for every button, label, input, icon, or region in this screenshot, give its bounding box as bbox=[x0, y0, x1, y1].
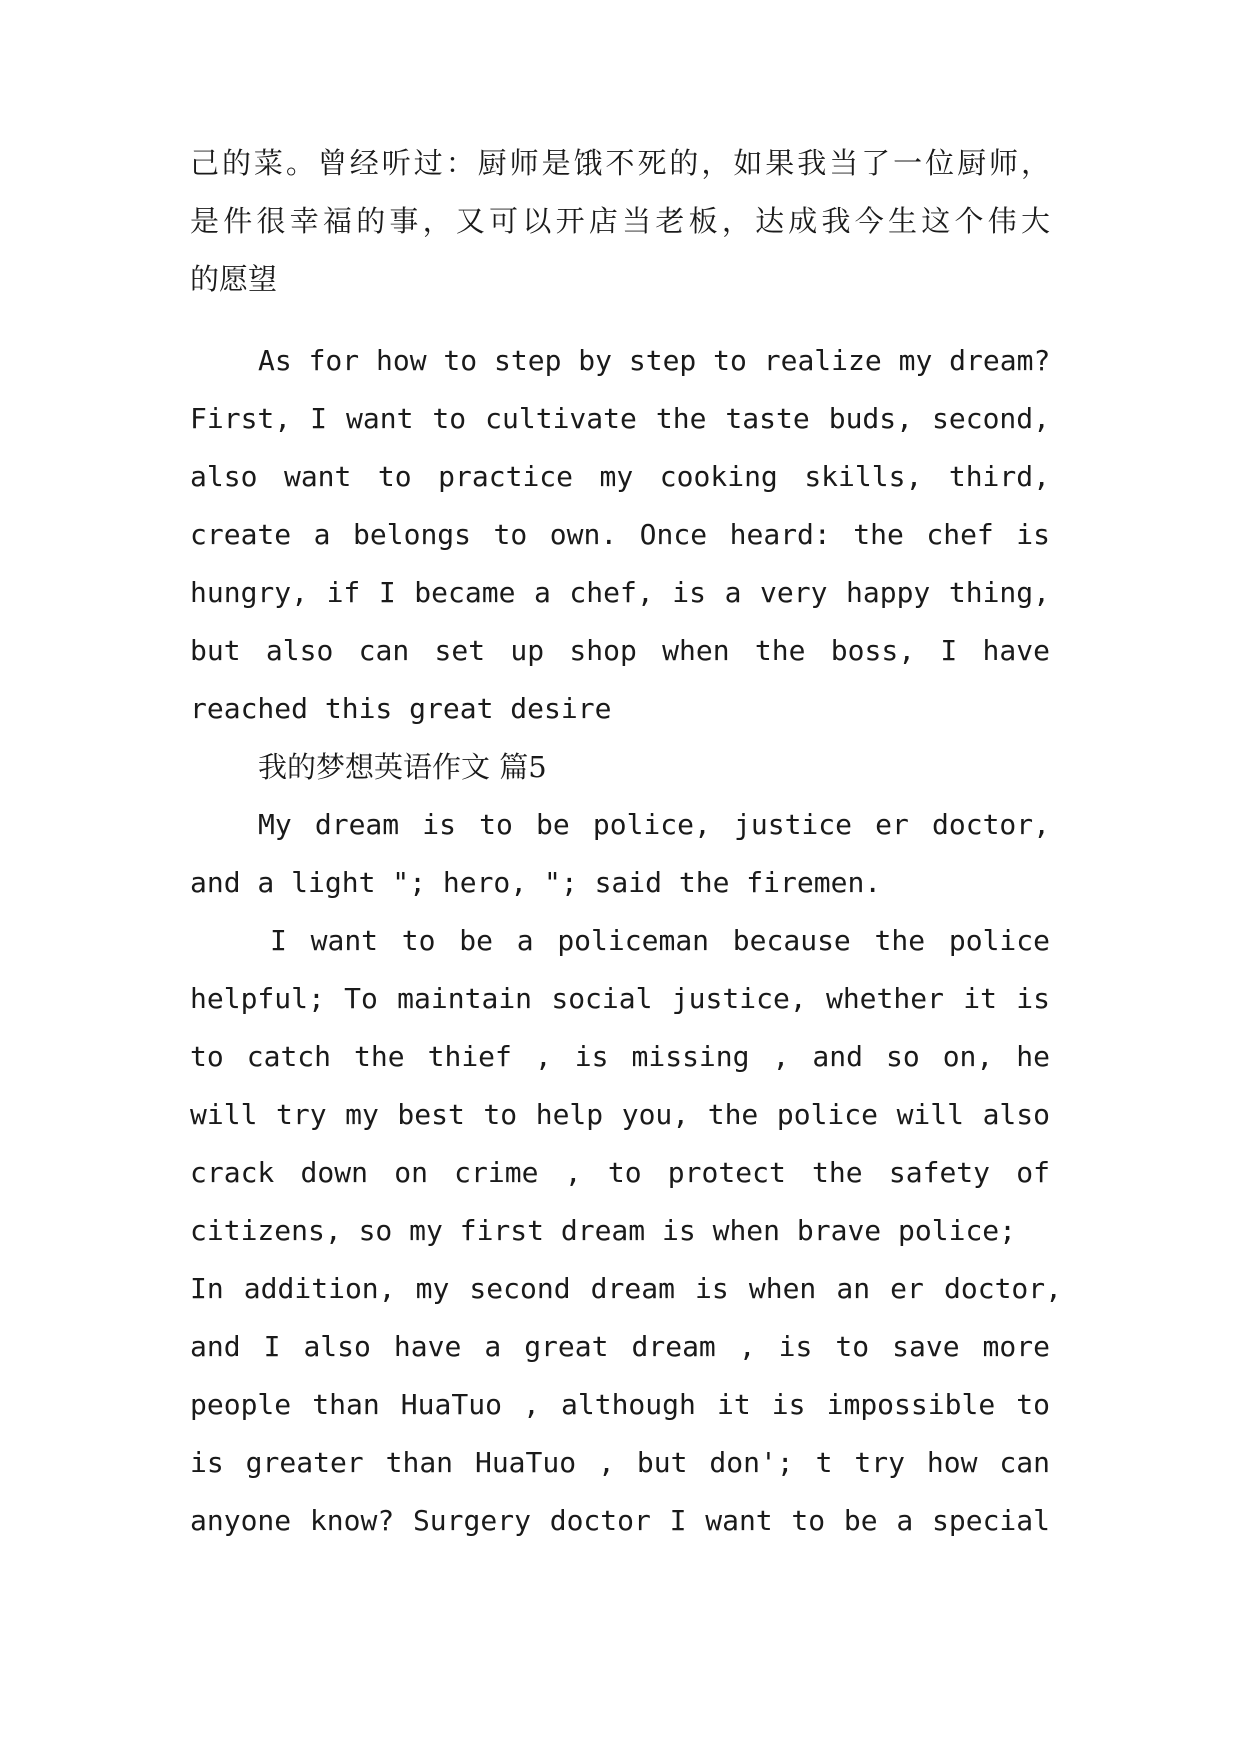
text-line-13: and a light "; hero, "; said the firemen. bbox=[190, 866, 882, 899]
text-line-21: and I also have a great dream , is to save more bbox=[190, 1330, 1050, 1363]
text-line-3: 的愿望 bbox=[190, 262, 278, 296]
text-line-10: reached this great desire bbox=[190, 692, 612, 725]
text-line-5: First, I want to cultivate the taste buds, second, bbox=[190, 402, 1050, 435]
section-heading: 我的梦想英语作文 篇5 bbox=[258, 750, 547, 784]
text-line-4: As for how to step by step to realize my dream? bbox=[258, 344, 1050, 377]
text-line-15: helpful; To maintain social justice, whether it is bbox=[190, 982, 1050, 1015]
text-line-20: In addition, my second dream is when an er doctor, bbox=[190, 1272, 1062, 1305]
text-line-1: 己的菜。曾经听过：厨师是饿不死的，如果我当了一位厨师， bbox=[190, 146, 1050, 180]
text-line-8: hungry, if I became a chef, is a very happy thing, bbox=[190, 576, 1050, 609]
text-line-17: will try my best to help you, the police will also bbox=[190, 1098, 1050, 1131]
text-line-22: people than HuaTuo , although it is impossible to bbox=[190, 1388, 1050, 1421]
text-line-16: to catch the thief , is missing , and so on, he bbox=[190, 1040, 1050, 1073]
text-line-6: also want to practice my cooking skills, third, bbox=[190, 460, 1050, 493]
text-line-9: but also can set up shop when the boss, I have bbox=[190, 634, 1050, 667]
text-line-7: create a belongs to own. Once heard: the chef is bbox=[190, 518, 1050, 551]
text-line-12: My dream is to be police, justice er doctor, bbox=[258, 808, 1050, 841]
text-line-18: crack down on crime , to protect the safety of bbox=[190, 1156, 1050, 1189]
text-line-2: 是件很幸福的事，又可以开店当老板，达成我今生这个伟大 bbox=[190, 204, 1050, 238]
text-line-23: is greater than HuaTuo , but don'; t try how can bbox=[190, 1446, 1050, 1479]
text-line-24: anyone know? Surgery doctor I want to be a special bbox=[190, 1504, 1050, 1537]
text-line-14: I want to be a policeman because the police bbox=[270, 924, 1050, 957]
text-line-19: citizens, so my first dream is when brave police; bbox=[190, 1214, 1017, 1247]
